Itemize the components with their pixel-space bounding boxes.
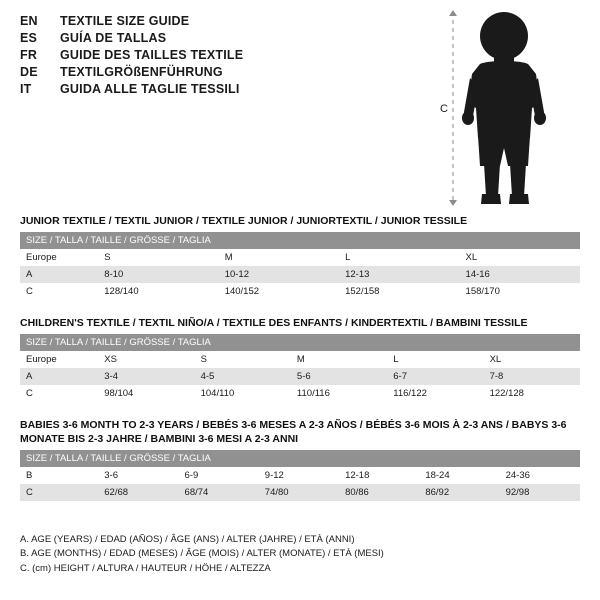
guide-arrow-top — [449, 10, 457, 16]
table-babies — [20, 450, 580, 501]
cell: S — [98, 249, 218, 266]
row-label: C — [20, 385, 98, 402]
cell: 110/116 — [291, 385, 387, 402]
header-title-it: GUIDA ALLE TAGLIE TESSILI — [60, 82, 240, 96]
table-row — [20, 385, 580, 402]
legend-line-a: A. AGE (YEARS) / EDAD (AÑOS) / ÂGE (ANS) / ALTER (JAHRE) / ETÀ (ANNI) — [20, 534, 355, 545]
section-babies-textile — [20, 418, 580, 501]
cell: 158/170 — [460, 283, 580, 300]
cell: 122/128 — [484, 385, 580, 402]
cell: 140/152 — [219, 283, 339, 300]
header-lang-fr: FR — [20, 48, 38, 62]
section-childrens-textile — [20, 316, 580, 402]
cell: 12-18 — [339, 467, 419, 484]
cell: L — [339, 249, 459, 266]
cell: 74/80 — [259, 484, 339, 501]
section-title-babies: BABIES 3-6 MONTH TO 2-3 YEARS / BEBÉS 3-6 MESES A 2-3 AÑOS / BÉBÉS 3-6 MOIS À 2-3 ANS / BABYS 3-6 MONATE BIS 2-3 JAHRE / BAMBINI 3-6 MESI A 2-3 ANNI — [20, 419, 567, 446]
header-lang-it: IT — [20, 82, 32, 96]
cell: 4-5 — [195, 368, 291, 385]
header-title-de: TEXTILGRÖßENFÜHRUNG — [60, 65, 223, 79]
silhouette-shape — [462, 12, 546, 204]
cell: 3-4 — [98, 368, 194, 385]
cell: 8-10 — [98, 266, 218, 283]
table-row — [20, 283, 580, 300]
table-row — [20, 266, 580, 283]
cell: 9-12 — [259, 467, 339, 484]
cell: 10-12 — [219, 266, 339, 283]
table-row — [20, 368, 580, 385]
section-title-junior: JUNIOR TEXTILE / TEXTIL JUNIOR / TEXTILE JUNIOR / JUNIORTEXTIL / JUNIOR TESSILE — [20, 215, 468, 227]
row-label: A — [20, 368, 98, 385]
cell: 86/92 — [419, 484, 499, 501]
header-lang-en: EN — [20, 14, 38, 28]
cell: 128/140 — [98, 283, 218, 300]
header-row — [20, 48, 440, 62]
table-row — [20, 249, 580, 266]
header-lang-de: DE — [20, 65, 38, 79]
section-junior-textile — [20, 214, 580, 300]
row-label: Europe — [20, 249, 98, 266]
legend-block — [20, 533, 580, 576]
header-block — [20, 14, 440, 99]
section-title-children: CHILDREN'S TEXTILE / TEXTIL NIÑO/A / TEXTILE DES ENFANTS / KINDERTEXTIL / BAMBINI TESSILE — [20, 317, 528, 329]
table-header-label-children: SIZE / TALLA / TAILLE / GRÖSSE / TAGLIA — [20, 334, 580, 351]
table-row — [20, 334, 580, 351]
cell: 3-6 — [98, 467, 178, 484]
table-row — [20, 450, 580, 467]
header-row — [20, 31, 440, 45]
cell: 6-7 — [387, 368, 483, 385]
cell: S — [195, 351, 291, 368]
legend-line-c: C. (cm) HEIGHT / ALTURA / HAUTEUR / HÖHE / ALTEZZA — [20, 562, 271, 574]
cell: 18-24 — [419, 467, 499, 484]
cell: 98/104 — [98, 385, 194, 402]
cell: M — [291, 351, 387, 368]
cell: 152/158 — [339, 283, 459, 300]
cell: 116/122 — [387, 385, 483, 402]
header-title-en: TEXTILE SIZE GUIDE — [60, 14, 190, 28]
table-header-label-junior: SIZE / TALLA / TAILLE / GRÖSSE / TAGLIA — [20, 232, 580, 249]
header-row — [20, 65, 440, 79]
row-label: C — [20, 484, 98, 501]
table-header-label-babies: SIZE / TALLA / TAILLE / GRÖSSE / TAGLIA — [20, 450, 580, 467]
legend-line-b: B. AGE (MONTHS) / EDAD (MESES) / ÂGE (MOIS) / ALTER (MONATE) / ETÀ (MESI) — [20, 548, 384, 560]
figure-marker-label: C — [440, 103, 448, 115]
guide-arrow-bottom — [449, 200, 457, 206]
cell: 62/68 — [98, 484, 178, 501]
row-label: C — [20, 283, 98, 300]
cell: XS — [98, 351, 194, 368]
row-label: B — [20, 467, 98, 484]
cell: 24-36 — [500, 467, 580, 484]
cell: XL — [484, 351, 580, 368]
toddler-silhouette-icon — [436, 8, 586, 208]
header-title-fr: GUIDE DES TAILLES TEXTILE — [60, 48, 244, 62]
header-lang-es: ES — [20, 31, 38, 45]
row-label: Europe — [20, 351, 98, 368]
table-row — [20, 484, 580, 501]
header-row — [20, 82, 440, 96]
cell: 12-13 — [339, 266, 459, 283]
cell: 104/110 — [195, 385, 291, 402]
cell: 6-9 — [179, 467, 259, 484]
cell: 68/74 — [179, 484, 259, 501]
table-row — [20, 232, 580, 249]
table-junior — [20, 232, 580, 300]
cell: 92/98 — [500, 484, 580, 501]
cell: 14-16 — [460, 266, 580, 283]
table-row — [20, 467, 580, 484]
header-title-es: GUÍA DE TALLAS — [60, 31, 167, 45]
cell: L — [387, 351, 483, 368]
table-row — [20, 351, 580, 368]
cell: XL — [460, 249, 580, 266]
row-label: A — [20, 266, 98, 283]
table-children — [20, 334, 580, 402]
header-row — [20, 14, 440, 28]
figure-illustration — [436, 8, 586, 208]
cell: M — [219, 249, 339, 266]
cell: 5-6 — [291, 368, 387, 385]
cell: 80/86 — [339, 484, 419, 501]
cell: 7-8 — [484, 368, 580, 385]
